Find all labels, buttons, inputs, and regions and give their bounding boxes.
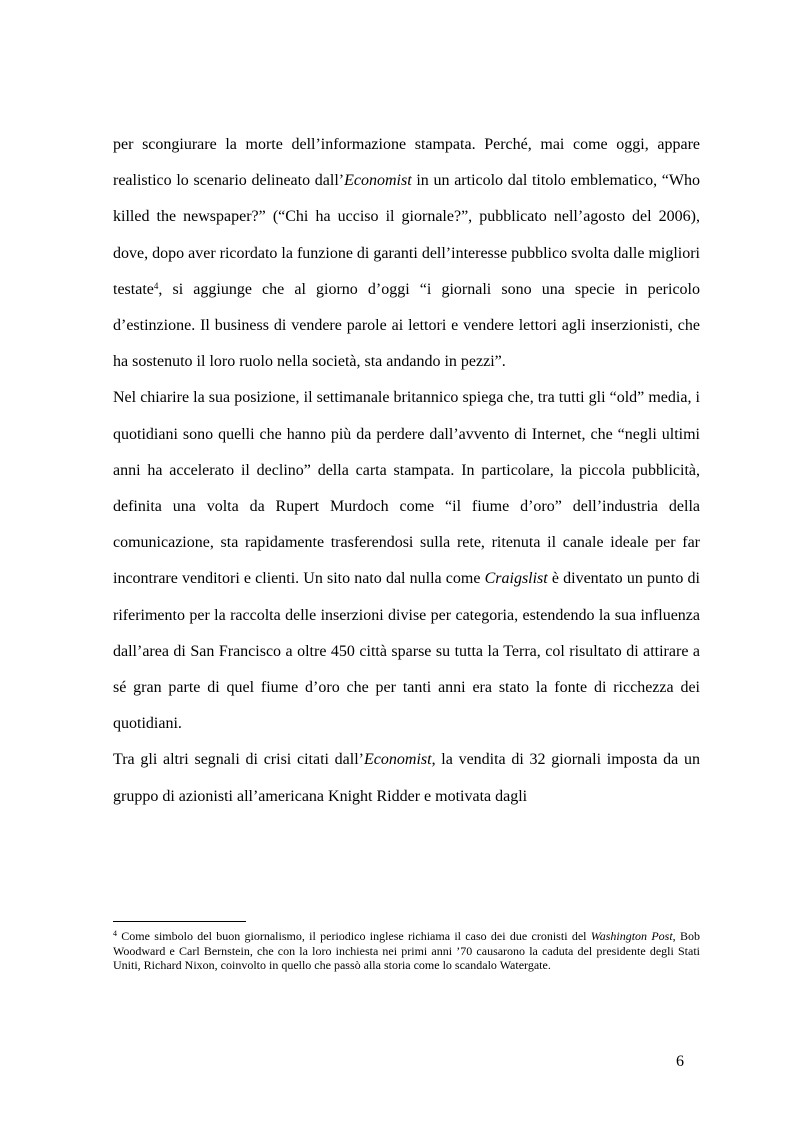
paragraph-2-text-b: è diventato un punto di riferimento per la raccolta delle inserzioni divise per categoria, estendendo la sua influenza dall’area di San Francisco a oltre 450 città sparse su tutta la Terra, col risultato di attirare a sé gran parte di quel fiume d’oro che per tanti anni era stato la fonte di ricchezza dei quotidiani. bbox=[113, 570, 701, 733]
paragraph-1 bbox=[113, 127, 700, 380]
paragraph-3 bbox=[113, 742, 700, 814]
paragraph-3-text-a: Tra gli altri segnali di crisi citati dall’ bbox=[113, 751, 365, 769]
page-number: 6 bbox=[676, 1053, 684, 1070]
paragraph-3-text-b: , la vendita di 32 giornali imposta da un gruppo di azionisti all’americana Knight Ridder e motivata dagli bbox=[113, 751, 700, 805]
paragraph-1-text-c: , si aggiunge che al giorno d’oggi “i giornali sono una specie in pericolo d’estinzione. Il business di vendere parole ai lettori e vendere lettori agli inserzionisti, che ha sostenuto il loro ruolo nella società, sta andando in pezzi”. bbox=[113, 280, 700, 371]
paragraph-2 bbox=[113, 380, 700, 742]
footnote-4 bbox=[113, 929, 700, 973]
craigslist-name: Craigslist bbox=[484, 570, 548, 588]
footnote-number: 4 bbox=[113, 929, 117, 938]
paragraph-1-text-b: in un articolo dal titolo emblematico, “Who killed the newspaper?” (“Chi ha ucciso il giornale?”, pubblicato nell’agosto del 2006), dove, dopo aver ricordato la funzione di garanti dell’interesse pubblico svolta dalle migliori testate bbox=[113, 172, 700, 298]
footnote-reference: 4 bbox=[153, 280, 159, 291]
footnote-text-a: Come simbolo del buon giornalismo, il periodico inglese richiama il caso dei due cronisti del bbox=[117, 929, 591, 943]
footnote-text-b: , Bob Woodward e Carl Bernstein, che con la loro inchiesta nei primi anni ’70 causarono la caduta del presidente degli Stati Uniti, Richard Nixon, coinvolto in quello che passò alla storia come lo scandalo Watergate. bbox=[113, 929, 700, 972]
paragraph-2-text-a: Nel chiarire la sua posizione, il settimanale britannico spiega che, tra tutti gli “old” media, i quotidiani sono quelli che hanno più da perdere dall’avvento di Internet, che “negli ultimi anni ha accelerato il declino” della carta stampata. In particolare, la piccola pubblicità, definita una volta da Rupert Murdoch come “il fiume d’oro” dell’industria della comunicazione, sta rapidamente trasferendosi sulla rete, ritenuta il canale ideale per far incontrare venditori e clienti. Un sito nato dal nulla come bbox=[113, 389, 700, 588]
main-text bbox=[113, 127, 700, 815]
economist-title-2: Economist bbox=[364, 751, 432, 769]
washington-post-title: Washington Post bbox=[590, 929, 673, 943]
footnote-separator bbox=[113, 921, 246, 922]
paragraph-1-text-a: per scongiurare la morte dell’informazione stampata. Perché, mai come oggi, appare realistico lo scenario delineato dall’ bbox=[113, 136, 700, 190]
economist-title: Economist bbox=[344, 172, 412, 190]
footnote bbox=[113, 929, 700, 973]
